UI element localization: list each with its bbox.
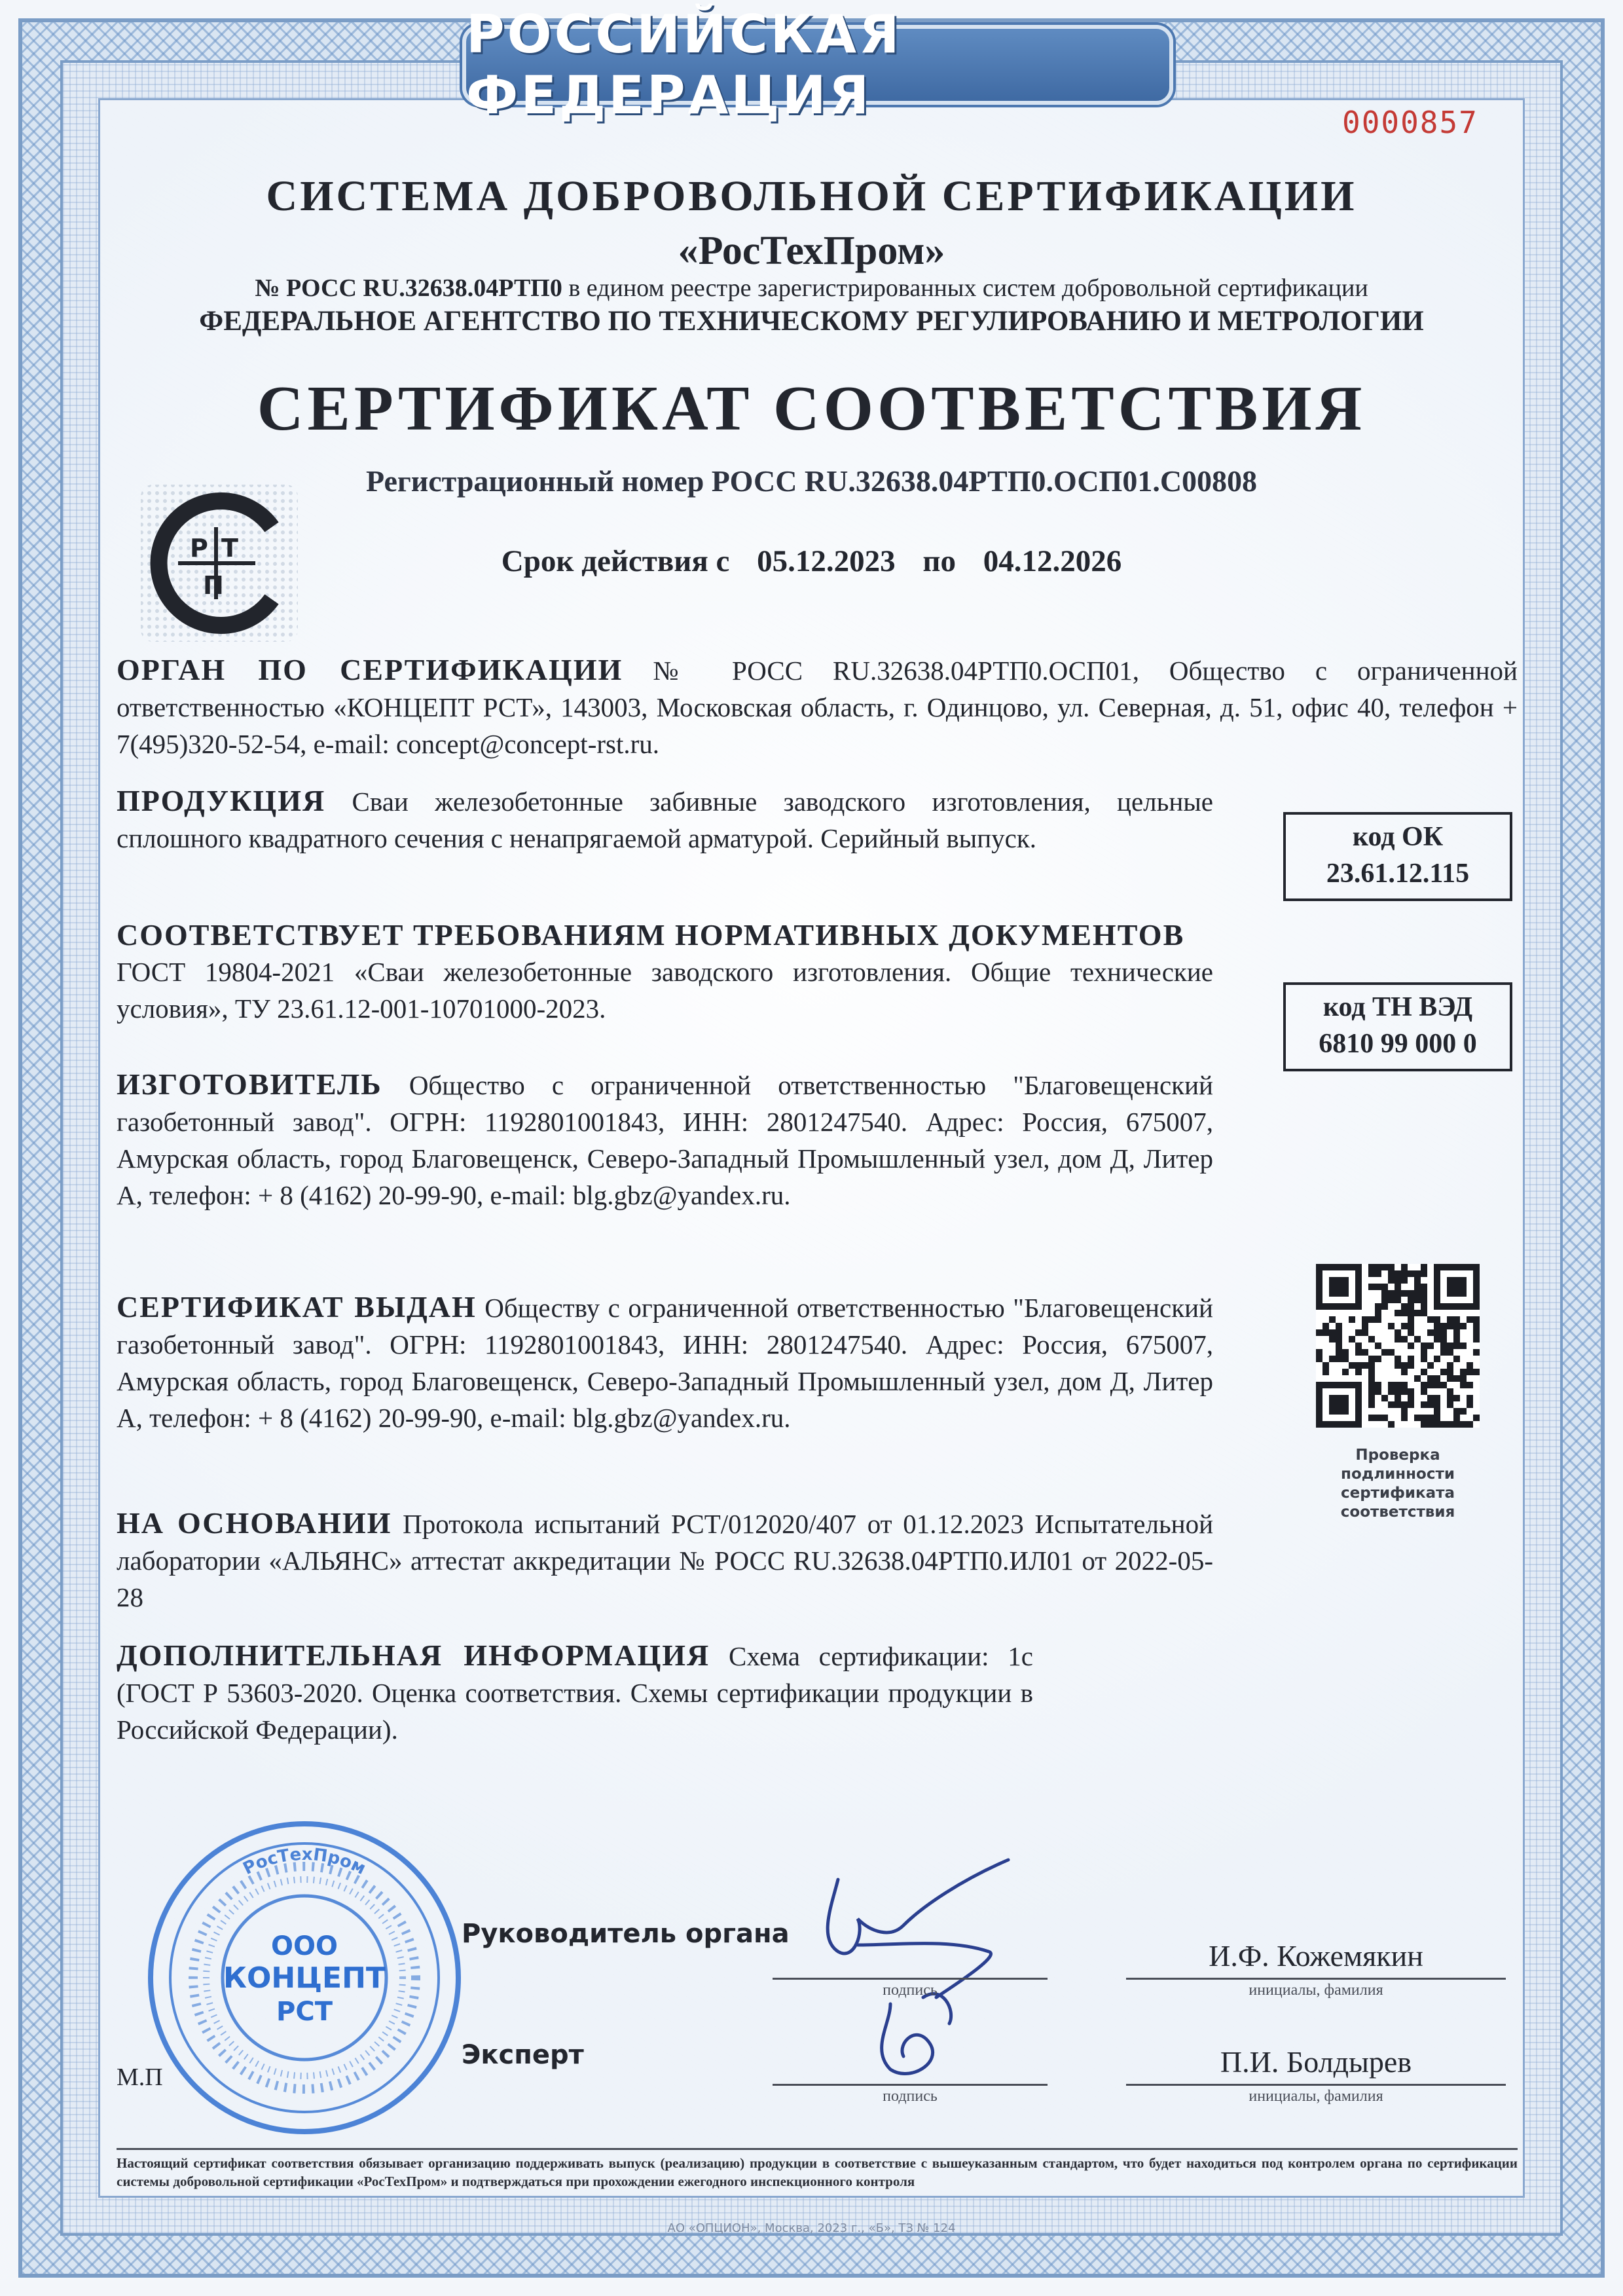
section-certification-body [117, 652, 1518, 762]
registry-number: № РОСС RU.32638.04РТП0 [255, 274, 562, 302]
section-label: ИЗГОТОВИТЕЛЬ [117, 1067, 382, 1101]
section-label: СЕРТИФИКАТ ВЫДАН [117, 1290, 477, 1324]
ok-code-box [1283, 812, 1512, 901]
expert-role-label: Эксперт [462, 2040, 584, 2070]
expert-name-line [1126, 2084, 1506, 2086]
stamp-line2: КОНЦЕПТ [223, 1961, 386, 1995]
stamp-ring-text: РосТехПром [240, 1844, 369, 1879]
system-name: «РосТехПром» [678, 229, 945, 273]
ok-code-value: 23.61.12.115 [1326, 859, 1470, 889]
qr-caption-line: сертификата [1340, 1485, 1455, 1502]
registration-number: Регистрационный номер РОСС RU.32638.04РТП0.ОСП01.С00808 [365, 464, 1258, 498]
stamp-line3: РСТ [276, 1997, 333, 2027]
valid-from-date: 05.12.2023 [757, 544, 896, 578]
qr-caption-line: соответствия [1340, 1504, 1455, 1521]
section-label: СООТВЕТСТВУЕТ ТРЕБОВАНИЯМ НОРМАТИВНЫХ ДОКУМЕНТОВ [117, 918, 1185, 952]
qr-caption [1283, 1446, 1512, 1522]
section-text: Протокола испытаний РСТ/012020/407 от 01.12.2023 Испытательной лаборатории «АЛЬЯНС» аттестат аккредитации № РОСС RU.32638.04РТП0.ИЛ01 от 2022-05-28 [117, 1509, 1214, 1612]
qr-caption-line: Проверка [1355, 1447, 1440, 1464]
validity-mid: по [922, 544, 956, 578]
section-text: Схема сертификации: 1с (ГОСТ Р 53603-2020. Оценка соответствия. Схемы сертификации продукции в Российской Федерации). [117, 1641, 1034, 1745]
registry-text: в едином реестре зарегистрированных систем добровольной сертификации [568, 274, 1368, 302]
section-text: Общество с ограниченной ответственностью "Благовещенский газобетонный завод". ОГРН: 1192801001843, ИНН: 2801247540. Адрес: Россия, 675007, Амурская область, город Благовещенск, Северо-Западный Промышленный узел, дом Д, Литер А, телефон: + 8 (4162) 20-99-90, e-mail: blg.gbz@yandex.ru. [117, 1070, 1213, 1210]
head-signature-line [773, 1978, 1048, 1980]
tnved-code-label: код ТН ВЭД [1322, 992, 1473, 1022]
section-manufacturer [117, 1066, 1213, 1213]
section-label: ДОПОЛНИТЕЛЬНАЯ ИНФОРМАЦИЯ [117, 1639, 710, 1672]
section-text: Сваи железобетонные забивные заводского изготовления, цельные сплошного квадратного сечения с ненапрягаемой арматурой. Серийный выпуск. [117, 787, 1213, 853]
section-basis [117, 1505, 1213, 1616]
organization-stamp [141, 1814, 468, 2141]
head-name-line [1126, 1978, 1506, 1980]
registry-line [0, 274, 1623, 303]
head-signature-caption: подпись [883, 1982, 938, 1999]
tnved-code-box [1283, 982, 1512, 1071]
head-role-label: Руководитель органа [462, 1919, 790, 1949]
svg-text:Т: Т [221, 534, 238, 563]
svg-text:Р: Р [190, 534, 208, 563]
seal-place-label: М.П [117, 2064, 163, 2091]
section-label: ОРГАН ПО СЕРТИФИКАЦИИ [117, 653, 623, 686]
tnved-code-value: 6810 99 000 0 [1319, 1029, 1477, 1059]
section-issued-to [117, 1289, 1213, 1436]
svg-text:П: П [203, 571, 224, 600]
section-label: ПРОДУКЦИЯ [117, 784, 326, 817]
section-label: НА ОСНОВАНИИ [117, 1506, 392, 1540]
expert-signature-line [773, 2084, 1048, 2086]
country-banner [462, 4, 1173, 126]
section-text: ГОСТ 19804-2021 «Сваи железобетонные заводского изготовления. Общие технические условия», ТУ 23.61.12-001-10701000-2023. [117, 957, 1213, 1024]
country-banner-text: РОССИЙСКАЯ ФЕДЕРАЦИЯ [466, 4, 902, 126]
qr-code-icon[interactable] [1316, 1264, 1480, 1428]
serial-number: 0000857 [1342, 105, 1478, 140]
section-text: Обществу с ограниченной ответственностью "Благовещенский газобетонный завод". ОГРН: 1192801001843, ИНН: 2801247540. Адрес: Россия, 675007, Амурская область, город Благовещенск, Северо-Западный Промышленный узел, дом Д, Литер А, телефон: + 8 (4162) 20-99-90, e-mail: blg.gbz@yandex.ru. [117, 1293, 1213, 1433]
validity-prefix: Срок действия с [501, 544, 730, 578]
printer-imprint: АО «ОПЦИОН», Москва, 2023 г., «Б», ТЗ № 124 [667, 2221, 956, 2235]
footer-notice: Настоящий сертификат соответствия обязывает организацию поддерживать выпуск (реализацию) продукции в соответствие с вышеуказанным стандартом, что будет находиться под контролем органа по сертификации системы добровольной сертификации «РосТехПром» и подтверждаться при прохождении ежегодного инспекционного контроля [117, 2148, 1518, 2191]
ok-code-label: код ОК [1352, 822, 1444, 852]
validity-period [0, 544, 1623, 579]
section-product [117, 783, 1213, 857]
stamp-line1: ООО [270, 1931, 338, 1961]
expert-signature-caption: подпись [883, 2088, 938, 2105]
section-additional-info [117, 1637, 1033, 1748]
agency-name: ФЕДЕРАЛЬНОЕ АГЕНТСТВО ПО ТЕХНИЧЕСКОМУ РЕГУЛИРОВАНИЮ И МЕТРОЛОГИИ [199, 306, 1424, 337]
certificate-title: СЕРТИФИКАТ СООТВЕТСТВИЯ [257, 373, 1366, 444]
expert-name: П.И. Болдырев [1220, 2045, 1412, 2079]
expert-name-caption: инициалы, фамилия [1249, 2088, 1383, 2105]
section-requirements [117, 917, 1213, 1027]
qr-caption-line: подлинности [1341, 1466, 1455, 1483]
head-name-caption: инициалы, фамилия [1249, 1982, 1383, 1999]
system-title: СИСТЕМА ДОБРОВОЛЬНОЙ СЕРТИФИКАЦИИ [266, 172, 1357, 220]
section-text: № РОСС RU.32638.04РТП0.ОСП01, Общество с ограниченной ответственностью «КОНЦЕПТ РСТ», 143003, Московская область, г. Одинцово, ул. Северная, д. 51, офис 40, телефон + 7(495)320-52-54, e-mail: concept@concept-rst.ru. [117, 656, 1518, 759]
head-name: И.Ф. Кожемякин [1209, 1939, 1423, 1972]
valid-to-date: 04.12.2026 [983, 544, 1122, 578]
